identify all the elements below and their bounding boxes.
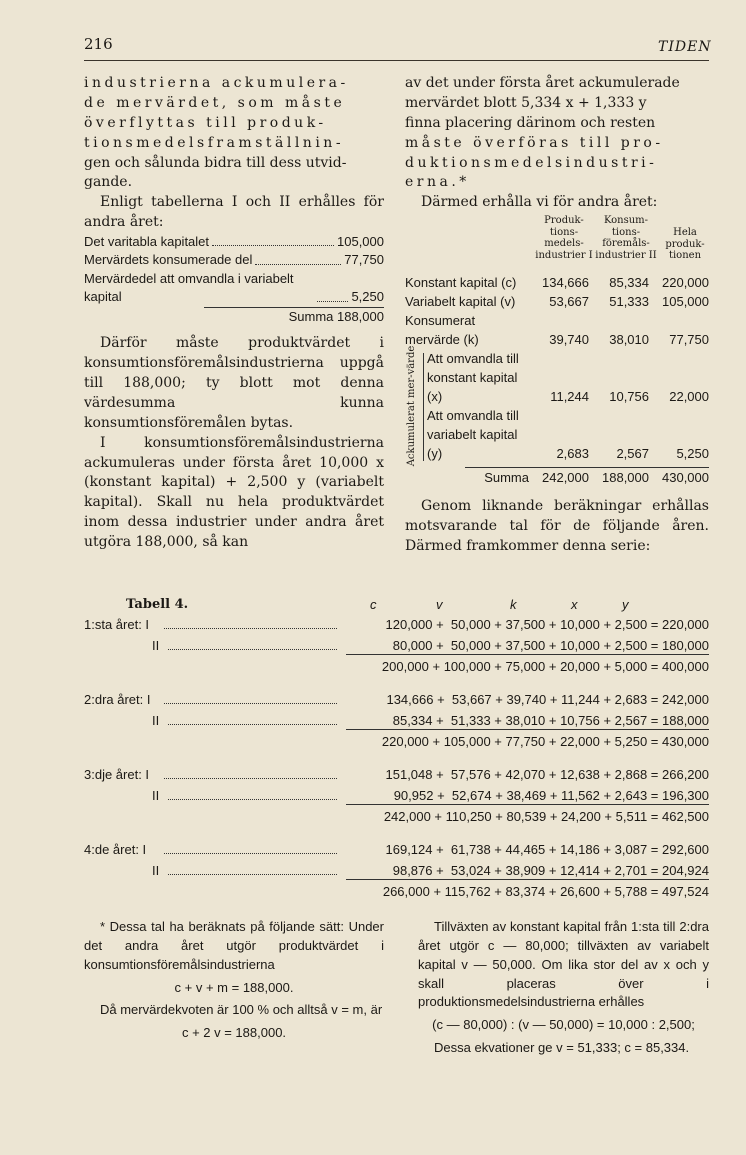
- side-label-wrap: [403, 345, 421, 467]
- col-letter: k: [510, 597, 517, 612]
- capital-table: [405, 215, 709, 486]
- row-label: Det varitabla kapitalet: [84, 234, 210, 249]
- cell: 53,667: [549, 294, 589, 310]
- leader-dots: [164, 778, 337, 779]
- cell: 430,000: [662, 470, 709, 486]
- cell: 134,666: [542, 275, 589, 291]
- row-value: 105,000: [337, 234, 384, 249]
- header-rule: [84, 60, 709, 61]
- row-value: 5,250: [351, 289, 384, 305]
- row-label: Variabelt kapital (v): [405, 294, 516, 310]
- equation: 134,666 + 53,667 + 39,740 + 11,244 + 2,683 = 242,000: [386, 692, 709, 707]
- text-line: gen och sålunda bidra till dess utvid-: [84, 154, 347, 171]
- table-row: [427, 349, 709, 406]
- tabell-title: Tabell 4.: [126, 597, 189, 612]
- leader-dots: [255, 251, 341, 264]
- footnote-right: [418, 918, 709, 1058]
- table-row: [405, 311, 709, 349]
- tabell-sum-row: [84, 731, 709, 752]
- equation: 266,000 + 115,762 + 83,374 + 26,600 + 5,788 = 497,524: [382, 884, 709, 899]
- year-label: II: [152, 638, 160, 653]
- text-line: gande.: [84, 174, 133, 191]
- column-header: Konsum-tions-föremåls-industrier II: [595, 215, 657, 261]
- tabell-row: [84, 764, 709, 785]
- cell: 10,756: [609, 389, 649, 405]
- year-label: 1:sta året: I: [84, 617, 150, 632]
- summa-row: Summa 188,000: [204, 307, 384, 326]
- cell: 22,000: [669, 389, 709, 405]
- equation: 80,000 + 50,000 + 37,500 + 10,000 + 2,500 = 180,000: [389, 638, 709, 653]
- tabell-row: [84, 785, 709, 806]
- left-value-table: [84, 233, 384, 326]
- equation: 200,000 + 100,000 + 75,000 + 20,000 + 5,000 = 400,000: [381, 659, 709, 674]
- tabell-sum-row: [84, 656, 709, 677]
- year-label: II: [152, 713, 160, 728]
- right-column: [405, 74, 709, 557]
- equation: 242,000 + 110,250 + 80,539 + 24,200 + 5,511 = 462,500: [383, 809, 709, 824]
- tabell-sum-row: [84, 881, 709, 902]
- text-line: tionsmedelsframställnin-: [84, 134, 345, 151]
- leader-dots: [164, 853, 337, 854]
- footnote-text: Dessa ekvationer ge v = 51,333; c = 85,334.: [434, 1040, 690, 1056]
- row-label: Mervärdedel att omvandla i variabelt kapital: [84, 270, 294, 305]
- year-label: II: [152, 788, 160, 803]
- cell: 38,010: [609, 332, 649, 348]
- row-label: Konsumerat mervärde (k): [405, 313, 479, 348]
- cell: 51,333: [609, 294, 649, 310]
- equation: 151,048 + 57,576 + 42,070 + 12,638 + 2,868 = 266,200: [385, 767, 709, 782]
- table-row: [84, 233, 384, 251]
- left-paragraph-3: Därför måste produktvärdet i konsumtionsföremålsindustrierna uppgå till 188,000; ty blott mot denna värdesumma kunna konsumtionsföremålen bytas.: [84, 335, 384, 431]
- tabell-row: [84, 689, 709, 710]
- year-label: II: [152, 863, 160, 878]
- tabell-4: [84, 596, 709, 902]
- page-number: 216: [84, 35, 113, 53]
- text-line: överflyttas till produk-: [84, 114, 327, 131]
- group-brace: [423, 353, 424, 461]
- summa-row: [465, 467, 709, 487]
- equation: 120,000 + 50,000 + 37,500 + 10,000 + 2,500 = 220,000: [385, 617, 709, 632]
- side-label: Ackumulerat mer-värde: [405, 345, 417, 467]
- tabell-row: [84, 710, 709, 731]
- leader-dots: [212, 233, 334, 246]
- leader-dots: [168, 874, 337, 875]
- tabell-row: [84, 614, 709, 635]
- cell: 39,740: [549, 332, 589, 348]
- col-letter: x: [571, 597, 578, 612]
- table-row: [405, 292, 709, 311]
- left-paragraph-4: I konsumtionsföremålsindustrierna ackumuleras under första året 10,000 x (konstant kapital) + 2,500 y (variabelt kapital). Skall nu hela produktvärdet inom dessa industrier under andra året utgöra 188,000, så kan: [84, 434, 384, 551]
- cell: 5,250: [676, 446, 709, 462]
- text-line: duktionsmedelsindustri-: [405, 154, 658, 171]
- cell: 242,000: [542, 470, 589, 486]
- text-line: finna placering därinom och resten: [405, 114, 656, 131]
- right-paragraph-2: Därmed erhålla vi för andra året:: [421, 194, 658, 211]
- cell: 220,000: [662, 275, 709, 291]
- text-line: måste överföras till pro-: [405, 134, 664, 151]
- col-letter: c: [370, 597, 377, 612]
- column-header: Produk-tions-medels-industrier I: [535, 215, 593, 261]
- cell: 105,000: [662, 294, 709, 310]
- table-row: [84, 251, 384, 269]
- text-line: av det under första året ackumulerade: [405, 75, 680, 91]
- column-header: Hela produk-tionen: [665, 227, 705, 262]
- year-label: 3:dje året: I: [84, 767, 150, 782]
- left-paragraph-2: Enligt tabellerna I och II erhålles för andra året:: [84, 194, 384, 231]
- text-line: erna.*: [405, 174, 470, 191]
- footnote-equation: (c — 80,000) : (v — 50,000) = 10,000 : 2,500;: [432, 1017, 695, 1033]
- accumulated-group: [405, 345, 709, 467]
- tabell-row: [84, 860, 709, 881]
- col-letter: v: [436, 597, 443, 612]
- cell: 85,334: [609, 275, 649, 291]
- cell: 2,683: [556, 446, 589, 462]
- footnote-text: Då mervärdekvoten är 100 % och alltså v = m, är: [100, 1002, 383, 1018]
- footnote-equation: c + v + m = 188,000.: [174, 979, 294, 995]
- leader-dots: [164, 628, 337, 629]
- year-label: 4:de året: I: [84, 842, 147, 857]
- table-row: [405, 273, 709, 292]
- table-body: [405, 273, 709, 487]
- row-label: Att omvandla till konstant kapital (x): [427, 351, 519, 405]
- footnote-equation: c + 2 v = 188,000.: [181, 1025, 287, 1041]
- leader-dots: [168, 724, 337, 725]
- table-row: [84, 270, 384, 307]
- tabell-header: [84, 596, 709, 614]
- leader-dots: [168, 799, 337, 800]
- equation: 220,000 + 105,000 + 77,750 + 22,000 + 5,250 = 430,000: [381, 734, 709, 749]
- footnote-text: * Dessa tal ha beräknats på följande sätt: Under det andra året utgör produktvärdet i konsumtionsföremålsindustrierna: [84, 919, 384, 972]
- tabell-row: [84, 839, 709, 860]
- year-label: 2:dra året: I: [84, 692, 151, 707]
- col-letter: y: [622, 597, 629, 612]
- tabell-rows: [84, 614, 709, 902]
- leader-dots: [164, 703, 337, 704]
- text-line: de mervärdet, som måste: [84, 94, 346, 111]
- leader-dots: [317, 301, 348, 302]
- table-row: [427, 406, 709, 463]
- left-column: [84, 74, 384, 553]
- cell: 188,000: [602, 470, 649, 486]
- row-label: Summa: [484, 470, 529, 486]
- text-line: industrierna ackumulera-: [84, 75, 349, 91]
- footnote-left: [84, 918, 384, 1043]
- equation: 98,876 + 53,024 + 38,909 + 12,414 + 2,701 = 204,924: [389, 863, 709, 878]
- running-title: TIDEN: [658, 39, 712, 55]
- row-label: Konstant kapital (c): [405, 275, 517, 291]
- text-line: mervärdet blott 5,334 x + 1,333 y: [405, 94, 647, 111]
- equation: 85,334 + 51,333 + 38,010 + 10,756 + 2,567 = 188,000: [389, 713, 709, 728]
- right-paragraph-3: Genom liknande beräkningar erhållas motsvarande tal för de följande åren. Därmed framkommer denna serie:: [405, 498, 709, 554]
- equation: 90,952 + 52,674 + 38,469 + 11,562 + 2,643 = 196,300: [390, 788, 709, 803]
- cell: 77,750: [669, 332, 709, 348]
- leader-dots: [168, 649, 337, 650]
- row-label: Mervärdets konsumerade del: [84, 252, 253, 268]
- footnote-text: Tillväxten av konstant kapital från 1:sta till 2:dra året utgör c — 80,000; tillväxten av variabelt kapital v — 50,000. Om lika stor del av x och y skall placeras över i produktionsmedelsindustrierna erhålles: [418, 919, 709, 1010]
- left-paragraph-1: [84, 74, 384, 193]
- equation: 169,124 + 61,738 + 44,465 + 14,186 + 3,087 = 292,600: [385, 842, 709, 857]
- row-label: Att omvandla till variabelt kapital (y): [427, 408, 519, 462]
- cell: 11,244: [550, 389, 589, 405]
- tabell-row: [84, 635, 709, 656]
- tabell-sum-row: [84, 806, 709, 827]
- right-paragraph-1: [405, 74, 709, 193]
- row-value: 77,750: [344, 252, 384, 268]
- cell: 2,567: [616, 446, 649, 462]
